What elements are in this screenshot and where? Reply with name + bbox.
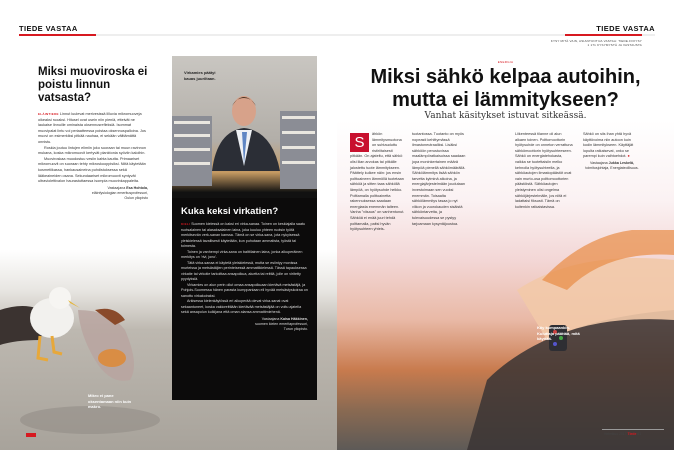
article-body [38,112,148,201]
article-dek: Vanhat käsitykset istuvat sitkeässä. [424,111,587,121]
paragraph: Toinen ja vanhempi virka-sana on balttilainen laina, jonka alkuperäinen merkitys on 'rivi, jono'. [181,249,303,259]
paragraph: Virkamies on alun perin ollut omaa ansapolkuaan kiertävä metsästäjä, ja Pohjois-Suomessa hänen parasta kumppaniaan eli hyvää metsästyskoiraa on sanottu virkakoiraksi. [181,282,308,298]
photo-caption: Virkamies päätyi kauas juuriltaan. [184,70,216,81]
sidebar-title: Kuka keksi virkatien? [181,206,279,217]
article-column-1: S ähkön lämmitysmuotona on suhtauduttu ristiriitaisesti pitkään. On ajateltu, että sähkö olisi liian arvokas tai pitkälle jalostettu tuote lämmitykseen. Päättely kulkee näin: jos ensin polttoaineen lämmöllä tuotetaan sähköä ja sitten taas sähköllä lämpöä, on hyötysuhde heikko. Polttamalla polttoainetta rakennuksessa saadaan energiasta enemmän talteen. Vanha "viisaus" on vanhentunut. Sähköä ei enää juuri tehdä polttamalla, paitsi hyvän hyötysuhteen yhteis- [350,132,405,232]
drop-cap: S [350,133,369,152]
kicker: KIELI [181,222,191,226]
section-label: TIEDE VASTAA [19,24,78,33]
right-page [337,0,674,450]
photo-caption: Mikro ei pane oksentamaan niin kuin makro. [88,393,132,409]
article-column-4: Sähkö on siis ihan yhtä hyvä käyttövoima niin autoon kuin kodin lämmitykseen. Käyttäjät lopulta ratkaisevat, onko se parempi kuin vaihtoehdot. ● Vastaajana Jukka Leskelä, toimitusjohtaja, Energiateollisuus. [583,132,641,171]
seagull-photo [0,270,170,450]
article-column-3: Liikenteessä tilanne oli alun alkaen toinen. Polttomoottorin hyötysuhde on onneton verrattuna sähkömoottorin hyötysuhteeseen. Sähkö on energiatehokasta, vaikka se tuotettaisiin melko kehnolla hyötysuhteella, ja sähköautojen ilmastopäästöt ovat vain murto-osa polttomoottorien päästöistä. Sähköautojen yleistyminen olisi ongelma sähköjärjestelmälle, jos niitä ei ladattaisi fiksusti. Tämä on kuitenkin ratkaistavissa. [515,132,573,209]
paragraph: Tätä virka-sanaa ei käytetä yleiskielessä, mutta se esiintyy monissa murteissa ja metsästäjien perinteisessä ammattikielessä. Tässä tapauksessa virkatie tai virkotie tarkoittaa ansapolkua, aluetta tai reittiä, jolle on viritetty pyydyksiä. [181,260,307,281]
section-rule [19,34,337,36]
sidebar-body: KIELI Suomen kielessä on kaksi eri virka-sanaa. Toinen on keskiajalla saatu ruotsalainen tai alasaksalainen laina, joka kuuluu yhteen ruotsin työtä merkitsevän verk-sanan kanssa. Tämä on se virka-sana, jota nykyisessä yleiskielessä tavallisesti käytetään, kun puhutaan ammatista, työstä tai toimesta. Toinen ja vanhempi virka-sana on balttilainen laina, jonka alkuperäinen merkitys on 'rivi, jono'. Tätä virka-sanaa ei käytetä yleiskielessä, mutta se esiintyy monissa murteissa ja metsästäjien perinteisessä ammattikielessä. Tässä tapauksessa virkatie tai virkotie tarkoittaa ansapolkua, aluetta tai reittiä, jolle on viritetty pyydyksiä. Virkamies on alun perin ollut omaa ansapolkuaan kiertävä metsästäjä, ja Pohjois-Suomessa hänen parasta kumppaniaan eli hyvää metsästyskoiraa on sanottu virkakoiraksi. Arkisessa kielenkäytössä eri alkuperää olevat virka-sanat ovat sekaantuneet, koska vakioreittiään kiertävää metsästäjää on voitu ajatella sekä ansapolun kulkijana että oman alansa ammattimiehenä. Vastaajana Kaisa Häkkinen, suomen kielen emeritaprofessori, Turun yliopisto. [181,222,308,331]
section-rule [337,34,655,36]
article-title: Miksi muoviroska ei poistu linnun vatsasta? [38,66,148,104]
tiede-logo [26,433,36,437]
credit: Vastaajana Jukka Leskelä, toimitusjohtaja, Energiateollisuus. [585,160,639,170]
section-label: TIEDE VASTAA [596,24,655,33]
sidebar-box [172,198,317,400]
paragraph: Arkisessa kielenkäytössä eri alkuperää olevat virka-sanat ovat sekaantuneet, koska vakioreittiään kiertävää metsästäjää on voitu ajatella sekä ansapolun kulkijana että oman alansa ammattimiehenä. [181,299,302,314]
credit: Vastaajana Kaisa Häkkinen, suomen kielen emeritaprofessori, Turun yliopisto. [255,316,308,331]
paragraph: Muoviroskaa muodostuu vesiin kahta kautta. Primaariset mikromuovit on suoraan tehty mikroskooppisiksi. Niitä käytetään kosmetiikassa, hankausaineina puhdistuksessa sekä lääkeaineiden osana. Sekundaariset mikromuovit syntyvät ultraviolettivalon haurastuttaessa isompia muovinkappaleita. [38,156,146,184]
kicker: ENERGIA [497,60,514,64]
paragraph: Linnut luulevat merivesissä lilluvia mikromuoveja oikeaksi ruoaksi. Hitusel ovat usein niin pieniä, etteivät ne laukaise linnuille ominaista oksennusrefleksiä. Isommat muovipalat lintu voi periaatteessa poistaa oksennuspalloina. Jos muovi on esimerkiksi pitkää nauhaa, ei sekään välttämättä onnistu. [38,112,146,144]
article-title: Miksi sähkö kelpaa autoihin, mutta ei lämmitykseen? [370,66,641,111]
article-column-2: tuotantossa. Tuotanto on myös nopeasti kehittymässä ilmastoneutraaliksi. Lisäksi sähköön perustuvissa maalämpöratkaisuissa saadaan jopa moninkertainen määrä lämpöä pienellä sähkömäärällä. Sähkölämmitys lisää sähkön tarvetta kylminä aikoina, ja energiajärjestelmään joudutaan investoimaan sen vuoksi enemmän. Toisaalta sähkölämmitys tasaa jo nyt viikon ja vuorokauden sisäistä sähköntarvetta, ja tulevaisuudessa se pystyy tarjoamaan kysyntäjoustoa. [412,132,466,226]
subline: KYSY MITÄ VAIN, ASIANTUNTIJA VASTAA: TIEDE.FI/KYSY 1 171 KYSYMYSTÄ JA VASTAUSTA [550,39,642,47]
photo-caption: Käy kumpaankin. Kuluttaja päättää, mitä käyttää. [537,325,580,341]
credit: Vastaajana Esa Hohtola, eläinfysiologian emeritusprofessori, Oulun yliopisto [91,185,148,200]
kicker: ELÄINTIEDE [38,112,59,116]
page-footer: Helmikuu 2017 Tiede 61 [604,432,642,436]
paragraph: Roskia joutuu lintujen elimiin joko suoraan tai muun ravinnon mukana, koska mikromuovit kertyvät planktonia syöviin kaloihin. [38,145,146,156]
